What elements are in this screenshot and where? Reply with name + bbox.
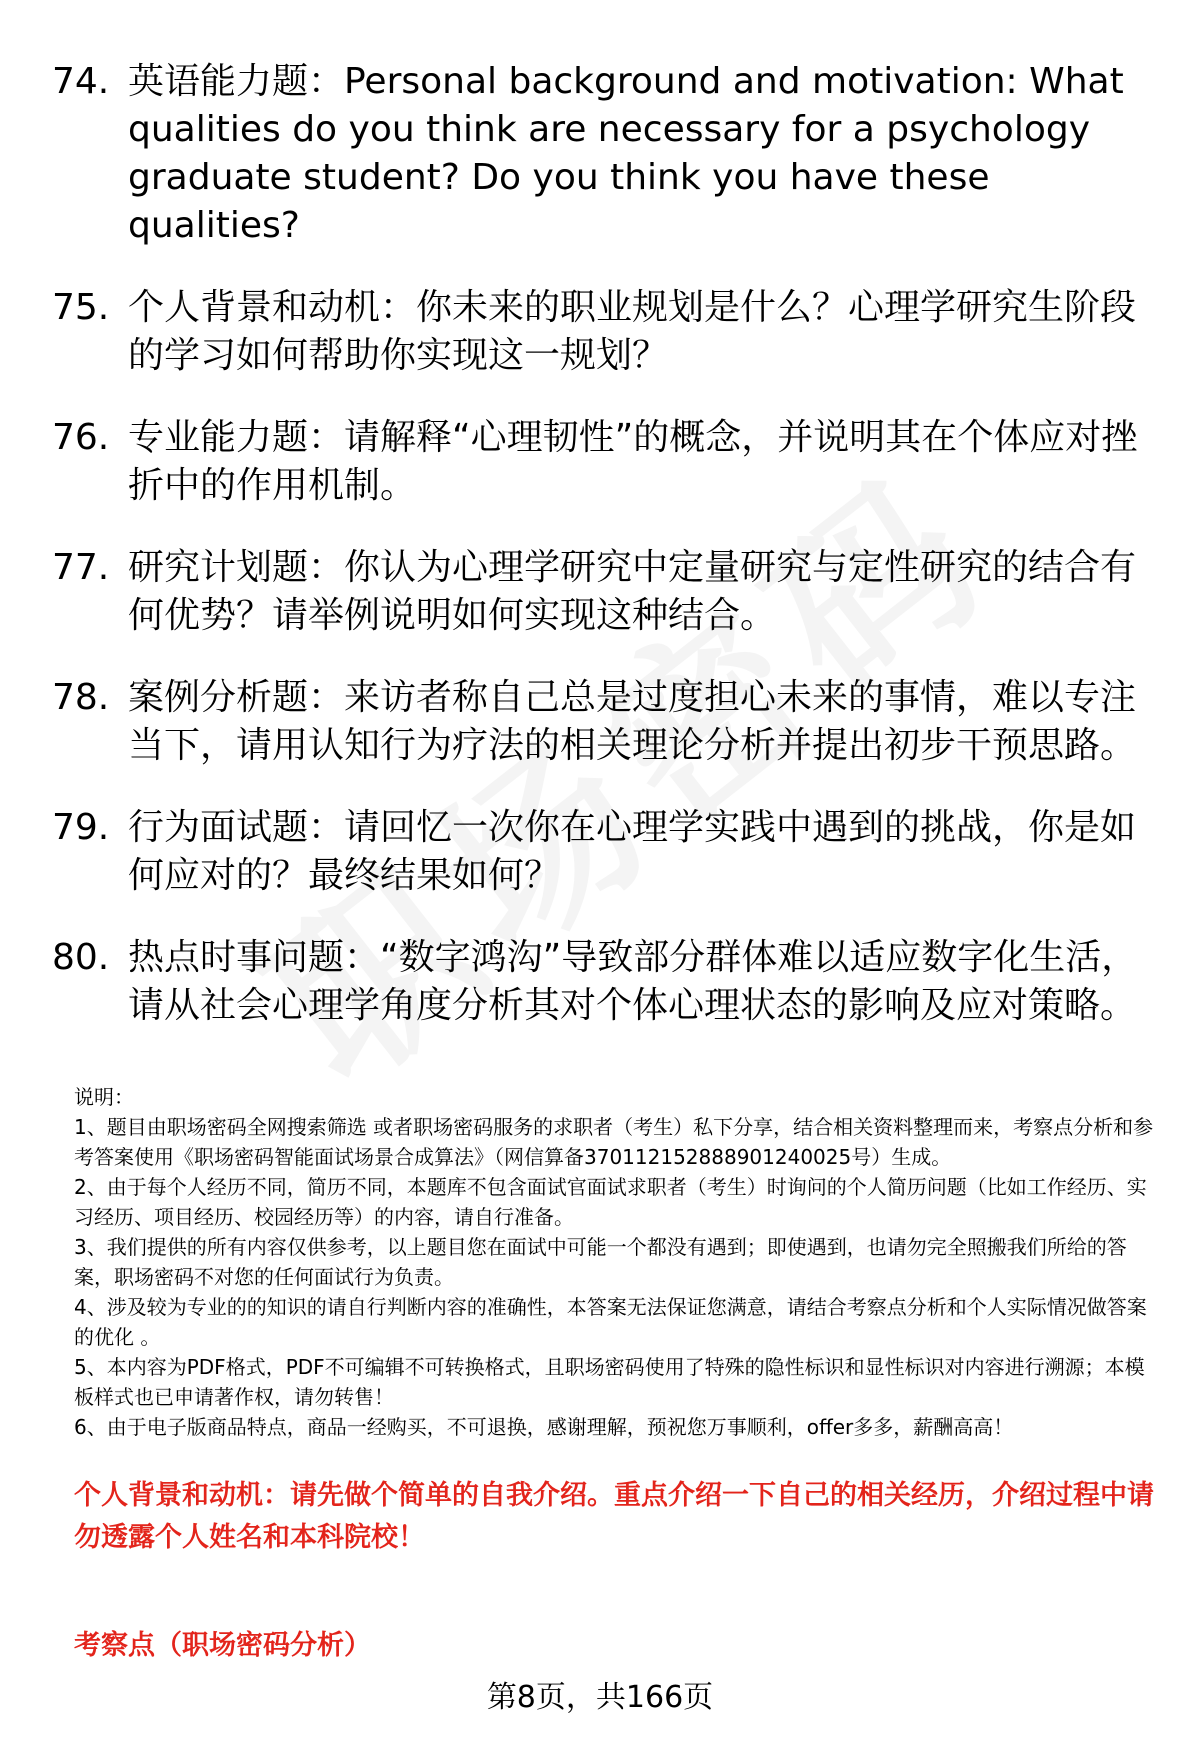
question-number: 75. <box>52 287 110 328</box>
question-number: 79. <box>52 807 110 848</box>
notes-section <box>74 1082 1154 1442</box>
note-item: 6、由于电子版商品特点，商品一经购买，不可退换，感谢理解，预祝您万事顺利，offer多多，薪酬高高！ <box>74 1415 1014 1439</box>
question-item <box>52 544 1142 640</box>
section-heading: 考察点（职场密码分析） <box>74 1630 371 1661</box>
question-item <box>52 284 1142 380</box>
question-text: 案例分析题：来访者称自己总是过度担心未来的事情，难以专注当下，请用认知行为疗法的相关理论分析并提出初步干预思路。 <box>128 677 1137 766</box>
note-item: 3、我们提供的所有内容仅供参考，以上题目您在面试中可能一个都没有遇到；即使遇到，也请勿完全照搬我们所给的答案，职场密码不对您的任何面试行为负责。 <box>74 1235 1127 1289</box>
note-item: 2、由于每个人经历不同，简历不同，本题库不包含面试官面试求职者（考生）时询问的个人简历问题（比如工作经历、实习经历、项目经历、校园经历等）的内容，请自行准备。 <box>74 1175 1147 1229</box>
question-number: 80. <box>52 937 110 978</box>
question-item <box>52 674 1142 770</box>
notes-title: 说明： <box>74 1085 134 1109</box>
question-list <box>52 58 1142 1064</box>
highlight-question: 个人背景和动机：请先做个简单的自我介绍。重点介绍一下自己的相关经历，介绍过程中请勿透露个人姓名和本科院校！ <box>74 1480 1154 1553</box>
question-text: 热点时事问题：“数字鸿沟”导致部分群体难以适应数字化生活，请从社会心理学角度分析其对个体心理状态的影响及应对策略。 <box>128 937 1138 1026</box>
question-item <box>52 58 1142 250</box>
question-text: 行为面试题：请回忆一次你在心理学实践中遇到的挑战，你是如何应对的？最终结果如何？ <box>128 807 1137 896</box>
question-number: 78. <box>52 677 110 718</box>
note-item: 1、题目由职场密码全网搜索筛选 或者职场密码服务的求职者（考生）私下分享，结合相关资料整理而来，考察点分析和参考答案使用《职场密码智能面试场景合成算法》（网信算备370112152888901240025号）生成。 <box>74 1115 1154 1169</box>
question-text: 个人背景和动机：你未来的职业规划是什么？心理学研究生阶段的学习如何帮助你实现这一规划？ <box>128 287 1137 376</box>
question-number: 76. <box>52 417 110 458</box>
question-number: 77. <box>52 547 110 588</box>
question-text: 英语能力题：Personal background and motivation: What qualities do you think are necessary for a psychology graduate student? Do you think you have these qualities? <box>128 61 1124 246</box>
note-item: 4、涉及较为专业的的知识的请自行判断内容的准确性，本答案无法保证您满意，请结合考察点分析和个人实际情况做答案的优化 。 <box>74 1295 1147 1349</box>
question-text: 专业能力题：请解释“心理韧性”的概念，并说明其在个体应对挫折中的作用机制。 <box>128 417 1138 506</box>
question-item <box>52 804 1142 900</box>
question-number: 74. <box>52 61 110 102</box>
question-text: 研究计划题：你认为心理学研究中定量研究与定性研究的结合有何优势？请举例说明如何实现这种结合。 <box>128 547 1137 636</box>
note-item: 5、本内容为PDF格式，PDF不可编辑不可转换格式，且职场密码使用了特殊的隐性标识和显性标识对内容进行溯源；本模板样式也已申请著作权，请勿转售！ <box>74 1355 1145 1409</box>
question-item <box>52 934 1142 1030</box>
question-item <box>52 414 1142 510</box>
page-footer: 第8页，共166页 <box>486 1680 714 1715</box>
